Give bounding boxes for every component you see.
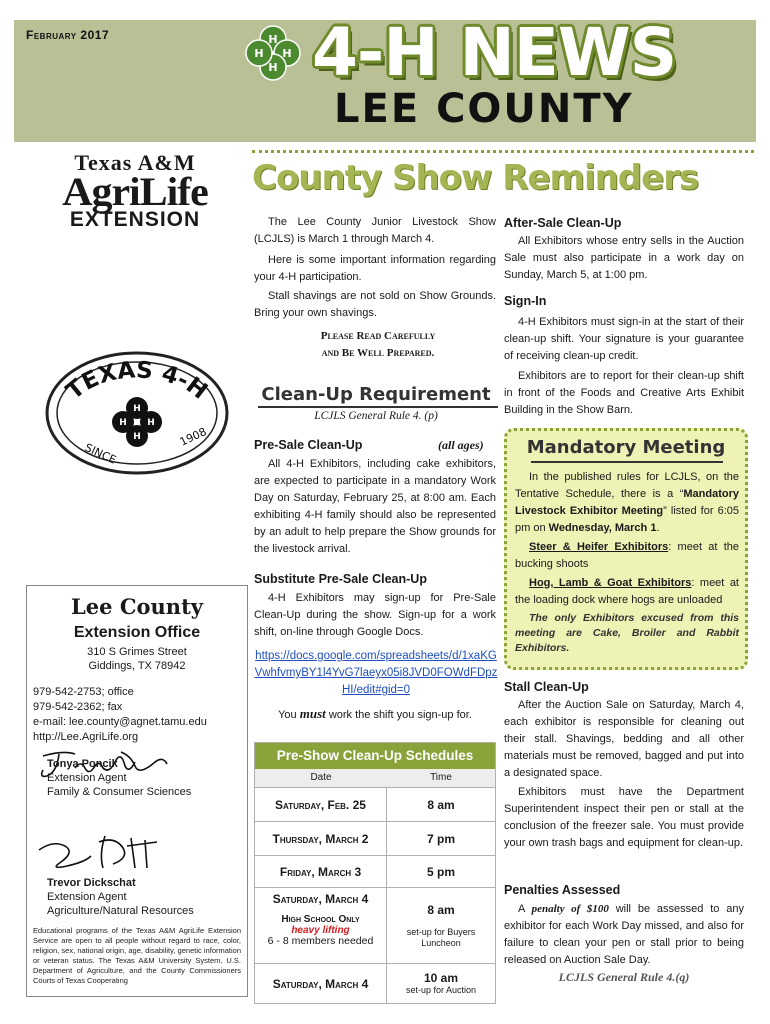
svg-text:H: H: [133, 404, 141, 414]
hog-lamb-goat-text: : meet at the loading dock where hogs are unloaded: [515, 577, 739, 606]
signin-body-1: 4-H Exhibitors must sign-in at the start of their clean-up shift. Your signature is your guarantee of receiving clean-up credit.: [504, 316, 744, 362]
cleanup-section-title: Clean-Up Requirement: [261, 384, 491, 405]
steer-heifer-note: [515, 539, 739, 573]
mandatory-meeting-title: Mandatory Meeting: [526, 437, 726, 458]
row-heavy-lifting: heavy lifting: [291, 925, 350, 936]
svg-text:H: H: [282, 47, 292, 60]
row-date: Friday, March 3: [255, 856, 387, 887]
table-row: [255, 821, 495, 855]
penalties-rule-reference: LCJLS General Rule 4.(q): [558, 970, 690, 984]
intro-paragraph-1: The Lee County Junior Livestock Show (LCJLS) is March 1 through March 4.: [254, 216, 496, 245]
row-members-needed: 6 - 8 members needed: [267, 935, 374, 947]
cleanup-rule-reference: LCJLS General Rule 4. (p): [314, 410, 438, 422]
svg-text:1908: 1908: [177, 425, 209, 449]
presale-ages: (all ages): [438, 438, 484, 452]
table-row: [255, 855, 495, 887]
svg-text:H: H: [254, 47, 264, 60]
excused-exhibitors-note: The only Exhibitors excused from this meeting are Cake, Broiler and Rabbit Exhibitors.: [515, 612, 739, 654]
newsletter-title: 4-H NEWS: [312, 14, 677, 91]
row-time: 8 am: [427, 797, 455, 812]
agent2-name: Trevor Dickschat: [47, 877, 136, 889]
issue-date: February 2017: [26, 28, 110, 42]
agent1-name: Tonya Poncik: [47, 758, 118, 770]
schedule-title: Pre-Show Clean-Up Schedules: [255, 743, 495, 769]
signature-trevor-icon: [35, 832, 185, 872]
steer-heifer-label: Steer & Heifer Exhibitors: [529, 541, 669, 553]
agrilife-logo-line2: AgriLife: [62, 169, 208, 214]
penalty-amount: penalty of $100: [531, 903, 609, 915]
texas-4h-emblem-icon: [44, 350, 230, 476]
table-row: [255, 787, 495, 821]
must-work-note: [254, 706, 496, 722]
must-work-pre: You: [278, 709, 297, 721]
hog-lamb-goat-label: Hog, Lamb & Goat Exhibitors: [529, 577, 692, 589]
office-address-city: Giddings, TX 78942: [88, 660, 186, 672]
agent2-title: Extension Agent: [47, 891, 127, 903]
office-address-street: 310 S Grimes Street: [87, 646, 187, 658]
column-header-date: Date: [310, 772, 332, 783]
agrilife-logo-line3: EXTENSION: [69, 208, 201, 231]
mandatory-meeting-underline: [531, 461, 723, 463]
cleanup-schedule-table: [254, 742, 496, 1004]
dotted-divider: [252, 150, 754, 154]
aftersale-heading: After-Sale Clean-Up: [504, 216, 622, 230]
svg-text:H: H: [133, 432, 141, 442]
svg-text:SINCE: SINCE: [82, 440, 119, 467]
svg-text:H: H: [268, 33, 278, 46]
read-carefully-note: [266, 328, 490, 362]
intro-paragraph-3: Stall shavings are not sold on Show Grounds. Bring your own shavings.: [254, 290, 496, 319]
row-date: Saturday, March 4: [255, 964, 387, 1003]
extension-office-box: [26, 585, 248, 997]
hog-lamb-goat-note: [515, 575, 739, 609]
penalties-pre: A: [518, 903, 525, 915]
steer-heifer-text: : meet at the bucking shoots: [515, 541, 739, 570]
presale-heading: Pre-Sale Clean-Up: [254, 438, 363, 452]
cleanup-title-underline: [258, 406, 498, 408]
stall-cleanup-heading: Stall Clean-Up: [504, 680, 589, 694]
row-time: 7 pm: [426, 831, 455, 846]
four-h-clover-icon: [242, 22, 304, 84]
read-carefully-line2: and Be Well Prepared.: [321, 347, 435, 359]
office-fax: 979-542-2362; fax: [33, 701, 123, 713]
penalties-heading: Penalties Assessed: [504, 883, 621, 897]
svg-text:H: H: [147, 418, 155, 428]
must-work-emphasis: must: [299, 706, 326, 721]
substitute-body: 4-H Exhibitors may sign-up for Pre-Sale Clean-Up during the show. Sign-up for a work shift, on-line through Google Docs.: [254, 592, 496, 638]
table-row: [255, 887, 495, 963]
meeting-date: Wednesday, March 1: [548, 522, 657, 534]
row-time: 10 am: [423, 971, 459, 985]
must-work-post: work the shift you sign-up for.: [328, 709, 472, 721]
signin-heading: Sign-In: [504, 294, 547, 308]
penalties-post: will be assessed to any exhibitor for each Work Day missed, and also for failure to clean your pen or stall prior to being released on Auction Sale Day.: [504, 903, 744, 966]
presale-body: All 4-H Exhibitors, including cake exhibitors, are expected to participate in a mandatory Work Day on Saturday, February 25, at 8:00 am. Each exhibiting 4-H family should also be represented by an adult to help prepare the Show grounds for the livestock arrival.: [254, 458, 496, 555]
table-row: [255, 963, 495, 1003]
masthead: [14, 14, 756, 142]
signin-body-2: Exhibitors are to report for their clean-up shift in front of the Foods and Creative Arts Exhibit Building in the Show Barn.: [504, 370, 744, 416]
mandatory-meeting-box: [504, 428, 748, 670]
signup-link[interactable]: https://docs.google.com/spreadsheets/d/1xaKGVwhfvmyBY1l4YvG7laeyx05i8JVD0FOWdFDpzHI/edit#gid=0: [254, 650, 498, 696]
meeting-body-pre: In the published rules for LCJLS, on the Tentative Schedule, there is a “: [515, 471, 739, 500]
agrilife-logo: [28, 150, 242, 230]
svg-text:H: H: [268, 61, 278, 74]
penalties-body: [504, 901, 744, 969]
svg-text:H: H: [119, 418, 127, 428]
office-subtitle: Extension Office: [73, 624, 201, 641]
meeting-body-end: .: [656, 522, 660, 534]
row-date: Thursday, March 2: [255, 822, 387, 855]
office-phone: 979-542-2753; office: [33, 686, 134, 698]
schedule-column-headers: [255, 769, 495, 787]
row-time-note: set-up for Auction: [405, 985, 477, 995]
column-header-time: Time: [430, 772, 452, 783]
nondiscrimination-disclaimer: Educational programs of the Texas A&M AgriLife Extension Service are open to all people without regard to race, color, religion, sex, national origin, age, disability, genetic information or veteran status. The Texas A&M University System, U.S. Department of Agriculture, and the County Commissioners Courts of Texas Cooperating: [33, 926, 241, 985]
row-time-note: set-up for Buyers Luncheon: [406, 926, 476, 948]
office-website[interactable]: http://Lee.AgriLife.org: [33, 731, 139, 743]
agent2-area: Agriculture/Natural Resources: [47, 905, 194, 917]
row-time-block: [387, 888, 495, 963]
aftersale-body: All Exhibitors whose entry sells in the Auction Sale must also participate in a work day on Sunday, March 5, at 1:00 pm.: [504, 235, 744, 281]
substitute-heading: Substitute Pre-Sale Clean-Up: [254, 572, 427, 586]
office-email[interactable]: e-mail: lee.county@agnet.tamu.edu: [33, 716, 207, 728]
meeting-name: Mandatory Livestock Exhibitor Meeting: [515, 488, 739, 517]
stall-cleanup-body-2: Exhibitors must have the Department Superintendent inspect their pen or stall at the conclusion of the freezer sale. You must provide your own trash bags and equipment for clean-up.: [504, 786, 744, 849]
mandatory-meeting-body: [515, 469, 739, 537]
agent1-title: Extension Agent: [47, 772, 127, 784]
newsletter-county: LEE COUNTY: [334, 86, 634, 132]
agent1-area: Family & Consumer Sciences: [47, 786, 192, 798]
row-time-block: [387, 964, 495, 1003]
agrilife-logo-line1: Texas A&M: [74, 150, 196, 175]
row-date: Saturday, March 4: [272, 892, 369, 906]
row-date: Saturday, Feb. 25: [255, 788, 387, 821]
read-carefully-line1: Please Read Carefully: [320, 330, 436, 342]
office-title: Lee County: [71, 594, 203, 619]
row-time: 5 pm: [426, 864, 455, 879]
meeting-body-mid: ” listed for 6:05 pm on: [515, 505, 739, 534]
page-title: County Show Reminders: [252, 158, 699, 198]
row-high-school-only: High School Only: [281, 914, 360, 925]
intro-paragraph-2: Here is some important information regarding your 4-H participation.: [254, 254, 496, 283]
stall-cleanup-body-1: After the Auction Sale on Saturday, March 4, each exhibitor is responsible for cleaning out their stall. Shavings, bedding and all other materials must be removed, bagged and put into a designated space.: [504, 699, 744, 779]
svg-text:TEXAS 4-H: TEXAS 4-H: [61, 357, 213, 405]
row-time: 8 am: [427, 902, 455, 917]
row-date-block: [255, 888, 387, 963]
